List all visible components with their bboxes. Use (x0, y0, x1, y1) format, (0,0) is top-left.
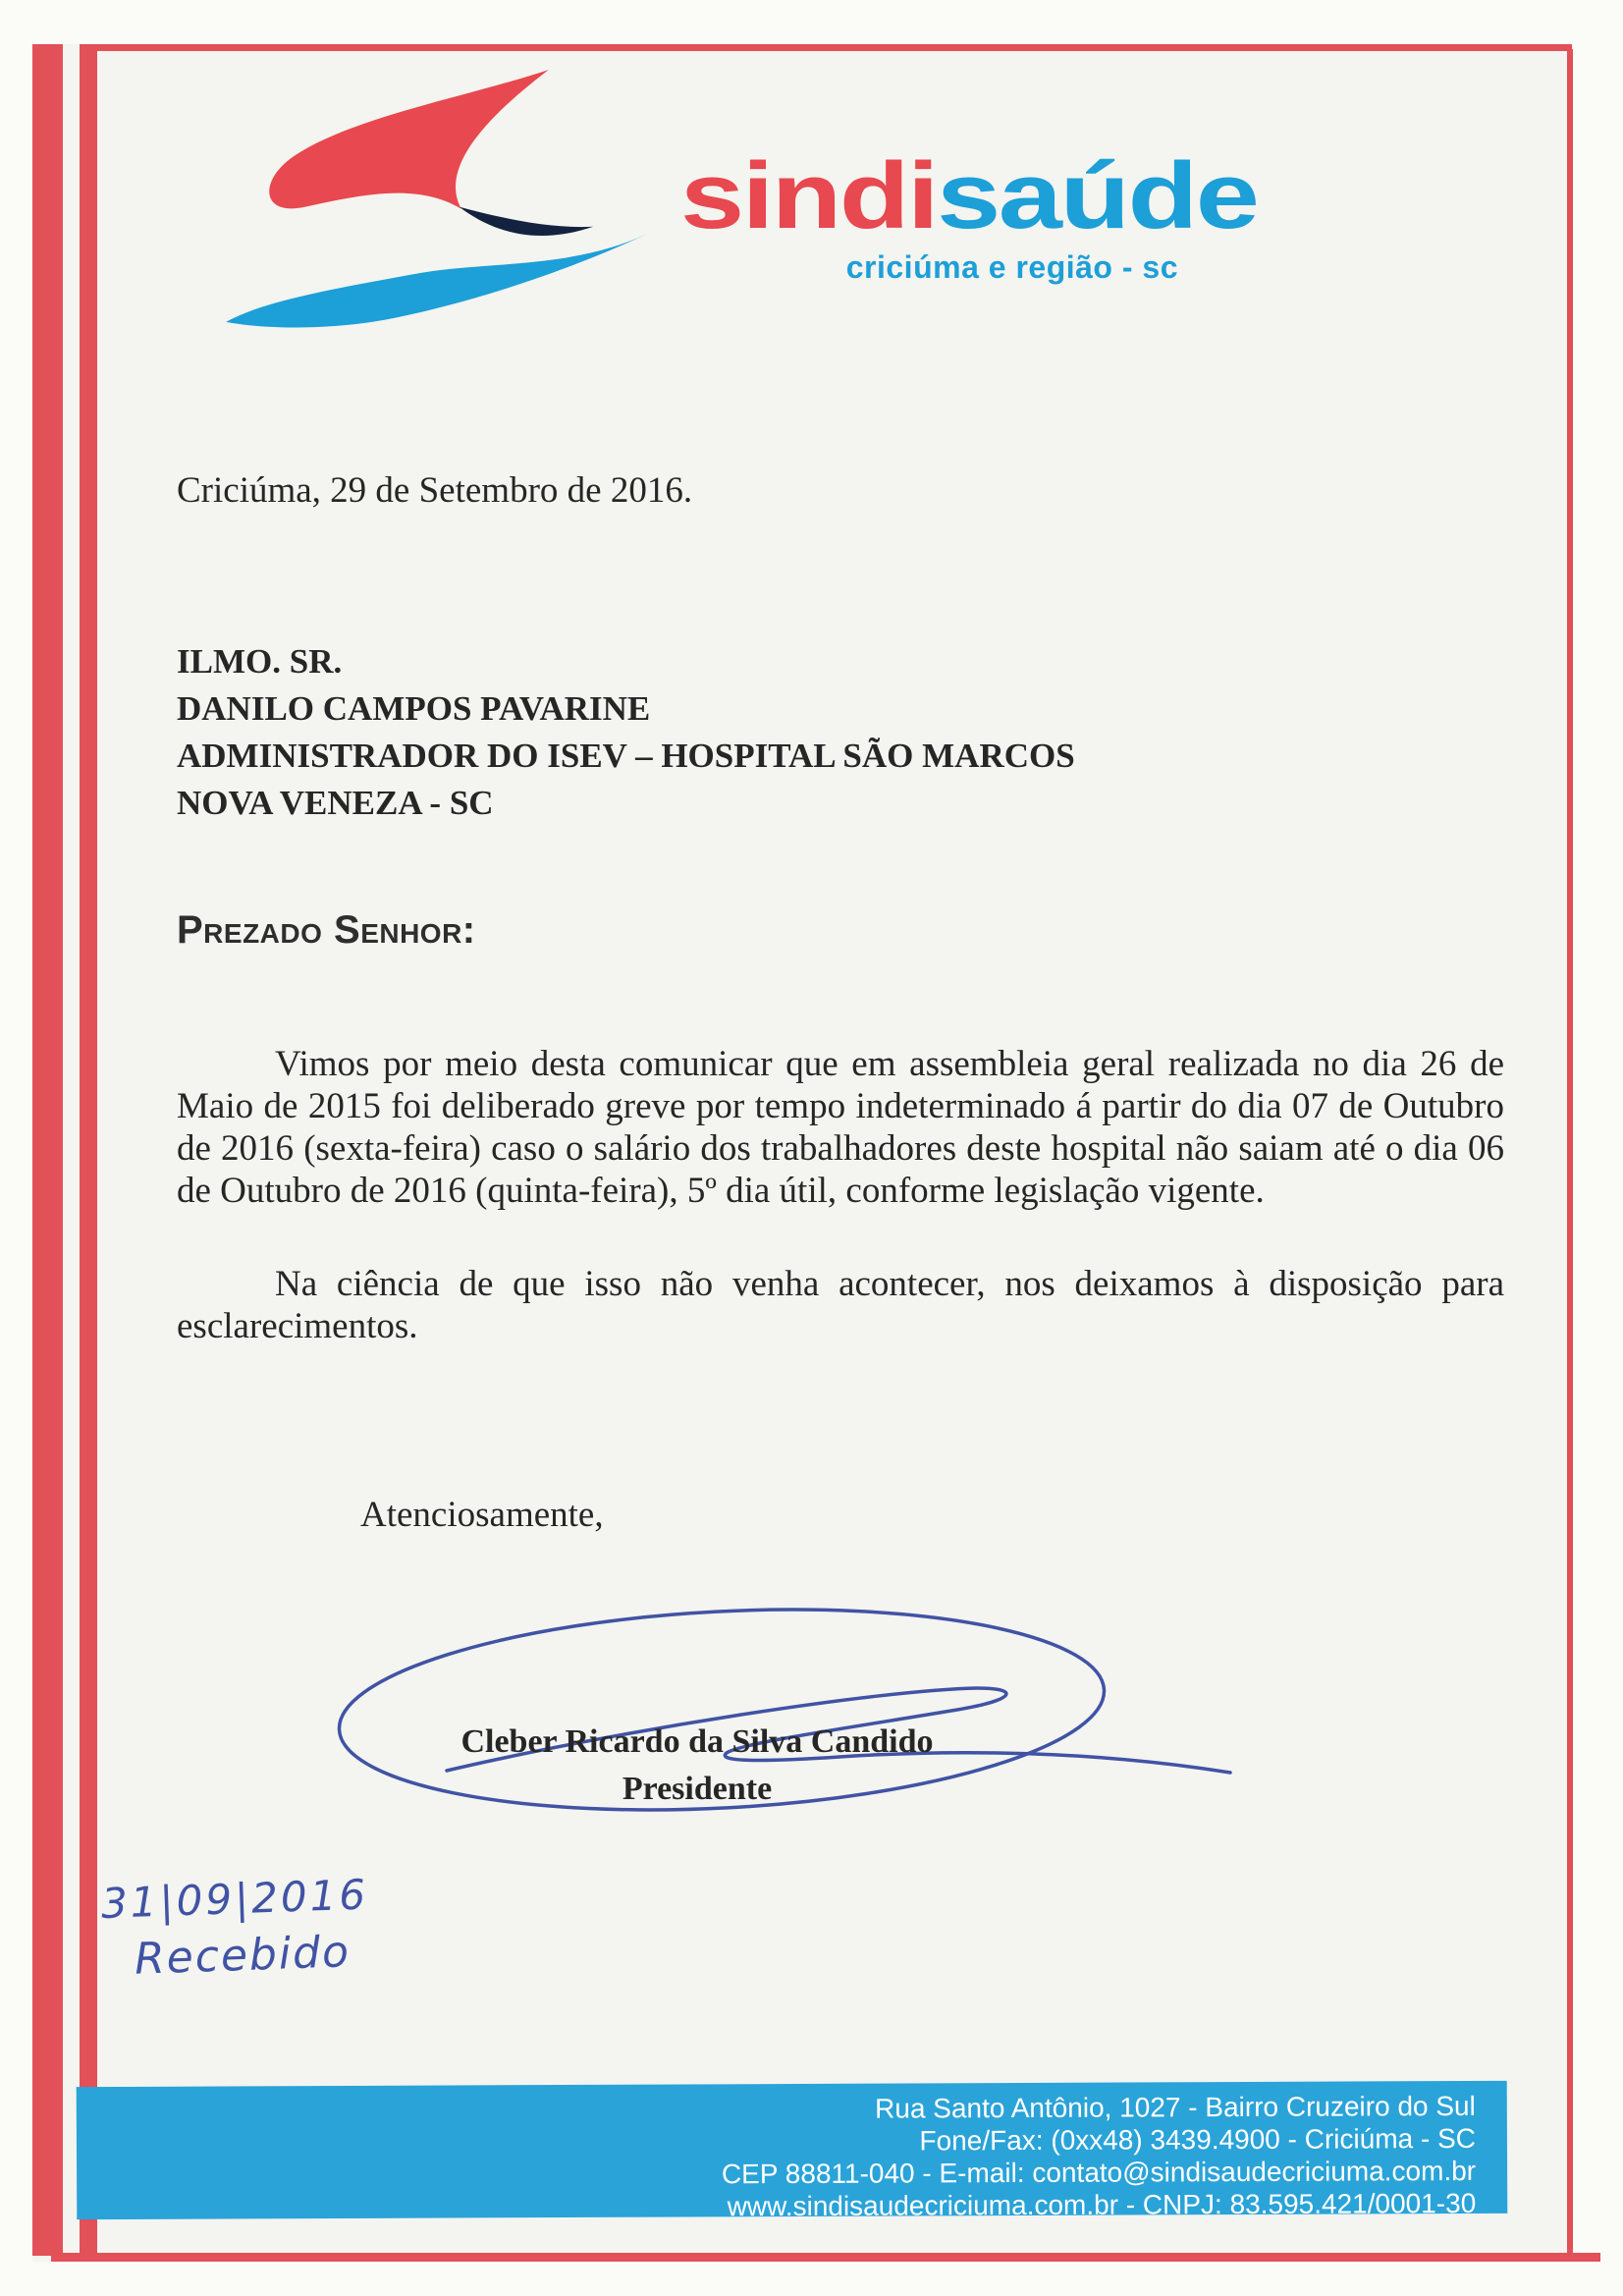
body-paragraph: Na ciência de que isso não venha acontecer, nos deixamos à disposição para esclarecimentos. (177, 1264, 1504, 1346)
logo-wordmark-sindi: sindi (680, 143, 938, 248)
left-border-stripe-thick (32, 44, 63, 2256)
right-border-line (1567, 49, 1573, 2256)
footer-contact-bar (77, 2081, 1508, 2222)
recipient-block (177, 638, 1075, 827)
s-swoosh-icon (211, 59, 668, 339)
letter-body (177, 1043, 1504, 1347)
footer-line-phone: Fone/Fax: (0xx48) 3439.4900 - Criciúma - SC (919, 2122, 1477, 2157)
logo-wordmark-saude: saúde (937, 143, 1258, 248)
left-border-stripe-thin (80, 44, 97, 2256)
closing-line: Atenciosamente, (360, 1495, 604, 1535)
logo-wordmark (680, 143, 1258, 248)
handwritten-date: 31|09|2016 (100, 1870, 369, 1928)
handwritten-note (100, 1868, 438, 1986)
recipient-line: ILMO. SR. (177, 642, 343, 681)
signer-block (383, 1719, 1011, 1813)
signer-title: Presidente (622, 1771, 773, 1807)
footer-line-email: CEP 88811-040 - E-mail: contato@sindisaudecriciuma.com.br (721, 2155, 1477, 2190)
signer-name: Cleber Ricardo da Silva Candido (460, 1723, 934, 1760)
recipient-line: DANILO CAMPOS PAVARINE (177, 689, 651, 728)
recipient-line: ADMINISTRADOR DO ISEV – HOSPITAL SÃO MARCOS (177, 737, 1075, 775)
logo-tagline: criciúma e região - sc (845, 249, 1178, 285)
footer-line-website-cnpj: www.sindisaudecriciuma.com.br - CNPJ: 83.595.421/0001-30 (727, 2187, 1477, 2222)
body-paragraph: Vimos por meio desta comunicar que em assembleia geral realizada no dia 26 de Maio de 2015 foi deliberado greve por tempo indeterminado á partir do dia 07 de Outubro de 2016 (sexta-feira) caso o salário dos trabalhadores deste hospital não saiam até o dia 06 de Outubro de 2016 (quinta-feira), 5º dia útil, conforme legislação vigente. (177, 1044, 1504, 1211)
top-border-line (97, 44, 1572, 51)
footer-line-address: Rua Santo Antônio, 1027 - Bairro Cruzeiro do Sul (875, 2090, 1476, 2124)
bottom-border-line (51, 2253, 1600, 2262)
recipient-line: NOVA VENEZA - SC (177, 784, 494, 822)
handwritten-received: Recebido (134, 1927, 352, 1985)
salutation: Prezado Senhor: (177, 908, 476, 952)
date-line: Criciúma, 29 de Setembro de 2016. (177, 470, 693, 511)
